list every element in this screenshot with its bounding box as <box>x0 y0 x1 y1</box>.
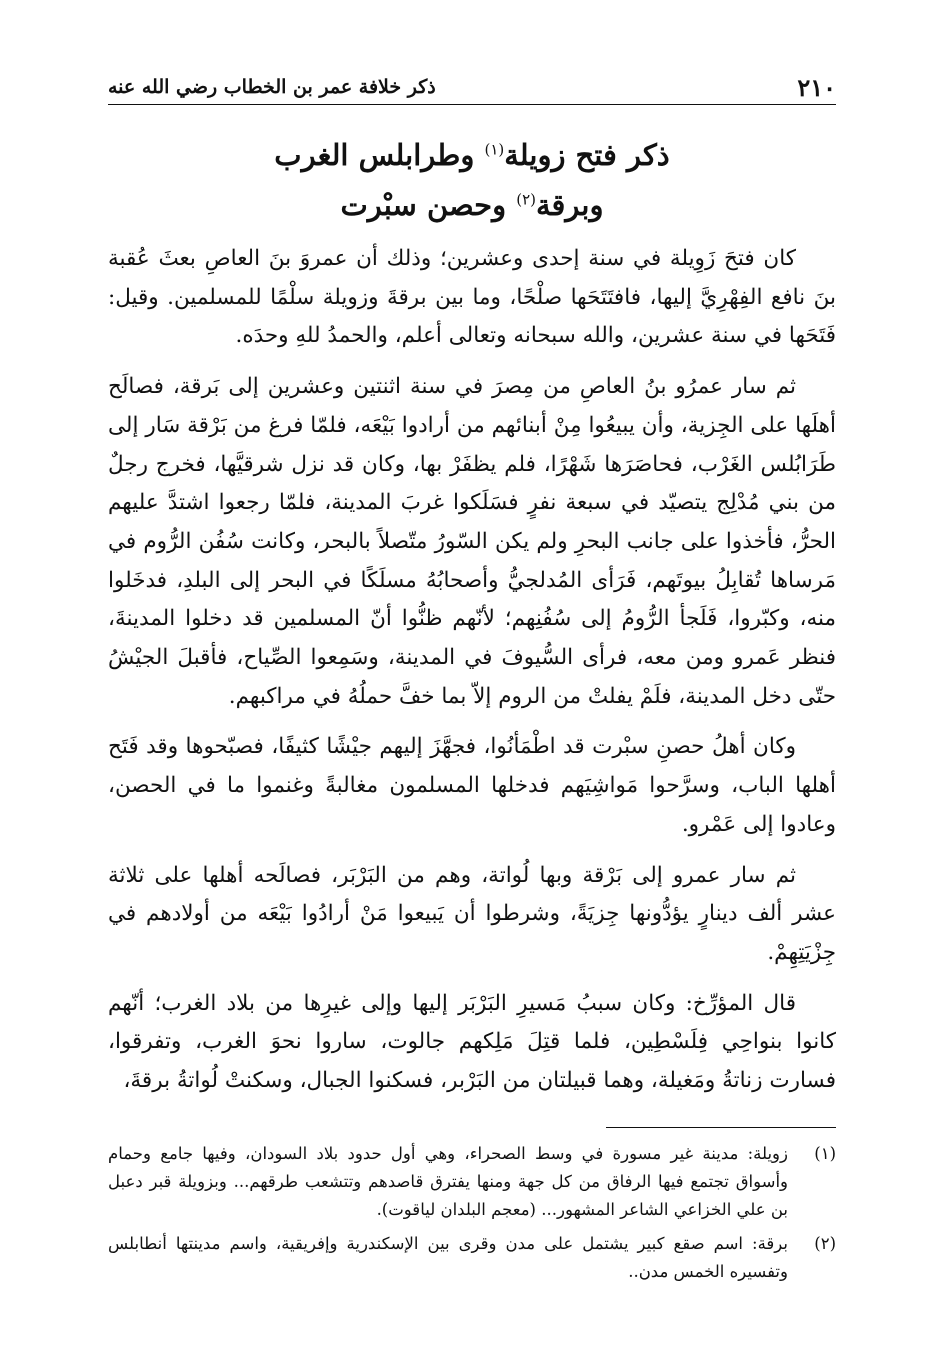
paragraph: وكان أهلُ حصنِ سبْرت قد اطْمَأنُوا، فجهَّزَ إليهم جيْشًا كثيفًا، فصبّحوها وقد فَتَح أهلها الباب، وسرَّحوا مَواشِيَهم فدخلها المسلمون مغالبةً وغنموا ما في الحصن، وعادوا إلى عَمْرو. <box>108 734 836 837</box>
chapter-title <box>108 130 836 230</box>
body-text <box>108 240 836 1113</box>
footnotes <box>108 1140 836 1292</box>
footnote <box>108 1140 836 1224</box>
chapter-title-line-2 <box>108 180 836 230</box>
chapter-title-text: وطرابلس الغرب <box>274 138 485 172</box>
footnote-reference: (٢) <box>516 190 536 209</box>
footnote-number: (٢) <box>814 1234 836 1253</box>
paragraph: قال المؤرِّخ: وكان سببُ مَسيرِ البَرْبَر إليها وإلى غيرِها من بلاد الغرب؛ أنّهم كانوا بنواحِي فِلَسْطِين، فلما قتِلَ مَلِكهم جالوت، ساروا نحوَ الغرب، وتفرقوا، فسارت زناتةُ ومَغيلة، وهما قبيلتان من البَرْبر، فسكنوا الجبال، وسكنتْ لُواتةُ برقةَ، <box>108 990 836 1094</box>
footnote-reference: (١) <box>484 140 505 159</box>
paragraph: كان فتحَ زَوِيلة في سنة إحدى وعشرين؛ وذلك أن عمروَ بنَ العاصِ بعثَ عُقبة بنَ نافع الفِهْرِيَّ إليها، فافتَتَحَها صلْحًا، وما بين برقةَ وزويلة سلْمًا للمسلمين. وقيل: فَتَحَها في سنة عشرين، والله سبحانه وتعالى أعلم، والحمدُ للهِ وحدَه. <box>108 246 836 349</box>
footnote <box>108 1230 836 1286</box>
running-title: ذكر خلافة عمر بن الخطاب رضي الله عنه <box>108 76 436 98</box>
chapter-title-text: وبرقة <box>535 188 604 222</box>
page-number: ٢١٠ <box>797 72 836 102</box>
paragraph: ثم سار عمرو إلى بَرْقة وبها لُواتة، وهم من البَرْبَر، فصالَحه أهلها على ثلاثة عشر ألف دينارٍ يؤدُّونها جِزيَةً، وشرطوا أن يَبيعوا مَنْ أرادُوا بَيْعَه من أولادهم في جِزْيَتِهِمْ. <box>108 862 836 965</box>
running-header <box>108 70 836 105</box>
footnote-text: زويلة: مدينة غير مسورة في وسط الصحراء، وهي أول حدود بلاد السودان، وفيها جامع وحمام وأسواق تجتمع فيها الرفاق من كل جهة ومنها يفترق قاصدهم وتتشعب طرقهم... وبزويلة قبر دعبل بن علي الخزاعي الشاعر المشهور... (معجم البلدان لياقوت). <box>108 1144 788 1219</box>
footnote-text: برقة: اسم صقع كبير يشتمل على مدن وقرى بين الإسكندرية وإفريقية، واسم مدينتها أنطابلس وتفسيره الخمس مدن.. <box>108 1234 788 1281</box>
chapter-title-text: ذكر فتح زويلة <box>504 138 670 172</box>
footnote-divider <box>606 1127 836 1128</box>
chapter-title-line-1 <box>108 130 836 180</box>
paragraph: ثم سار عمرُو بنُ العاصِ من مِصرَ في سنة اثنتين وعشرين إلى بَرقة، فصالَح أهلَها على الجِزية، وأن يبيعُوا مِنْ أبنائهم من أرادوا بَيْعَه، فلمّا فرغ من بَرْقة سَار إلى طَرَابُلس الغَرْب، فحاصَرَها شَهْرًا، فلم يظفَرْ بها، وكان قد نزل شرقيَّها، فخرج رجلٌ من بني مُدْلِج يتصيّد في سبعة نفرٍ فسَلَكوا غربَ المدينة، فلمّا رجعوا اشتدَّ عليهم الحرُّ، فأخذوا على جانب البحرِ ولم يكن السّورُ متّصلاً بالبحر، وكانت سُفُن الرُّوم في مَرساها تُقابِلُ بيوتَهم، فَرَأى المُدلجيُّ وأصحابُهُ مسلَكًا في البحر إلى البلدِ، فدخَلوا منه، وكبّروا، فَلَجأ الرُّومُ إلى سُفُنِهم؛ لأنّهم ظنُّوا أنّ المسلمين قد دخلوا المدينةَ، فنظر عَمرو ومن معه، فرأى السُّيوفَ في المدينة، وسَمِعوا الصِّياح، فأقبلَ الجيْشُ حتّى دخل المدينة، فلَمْ يفلتْ من الروم إلاّ بما خفَّ حملُهُ في مراكبهم. <box>108 374 836 709</box>
chapter-title-text: وحصن سبْرت <box>340 188 517 222</box>
footnote-number: (١) <box>814 1144 836 1163</box>
